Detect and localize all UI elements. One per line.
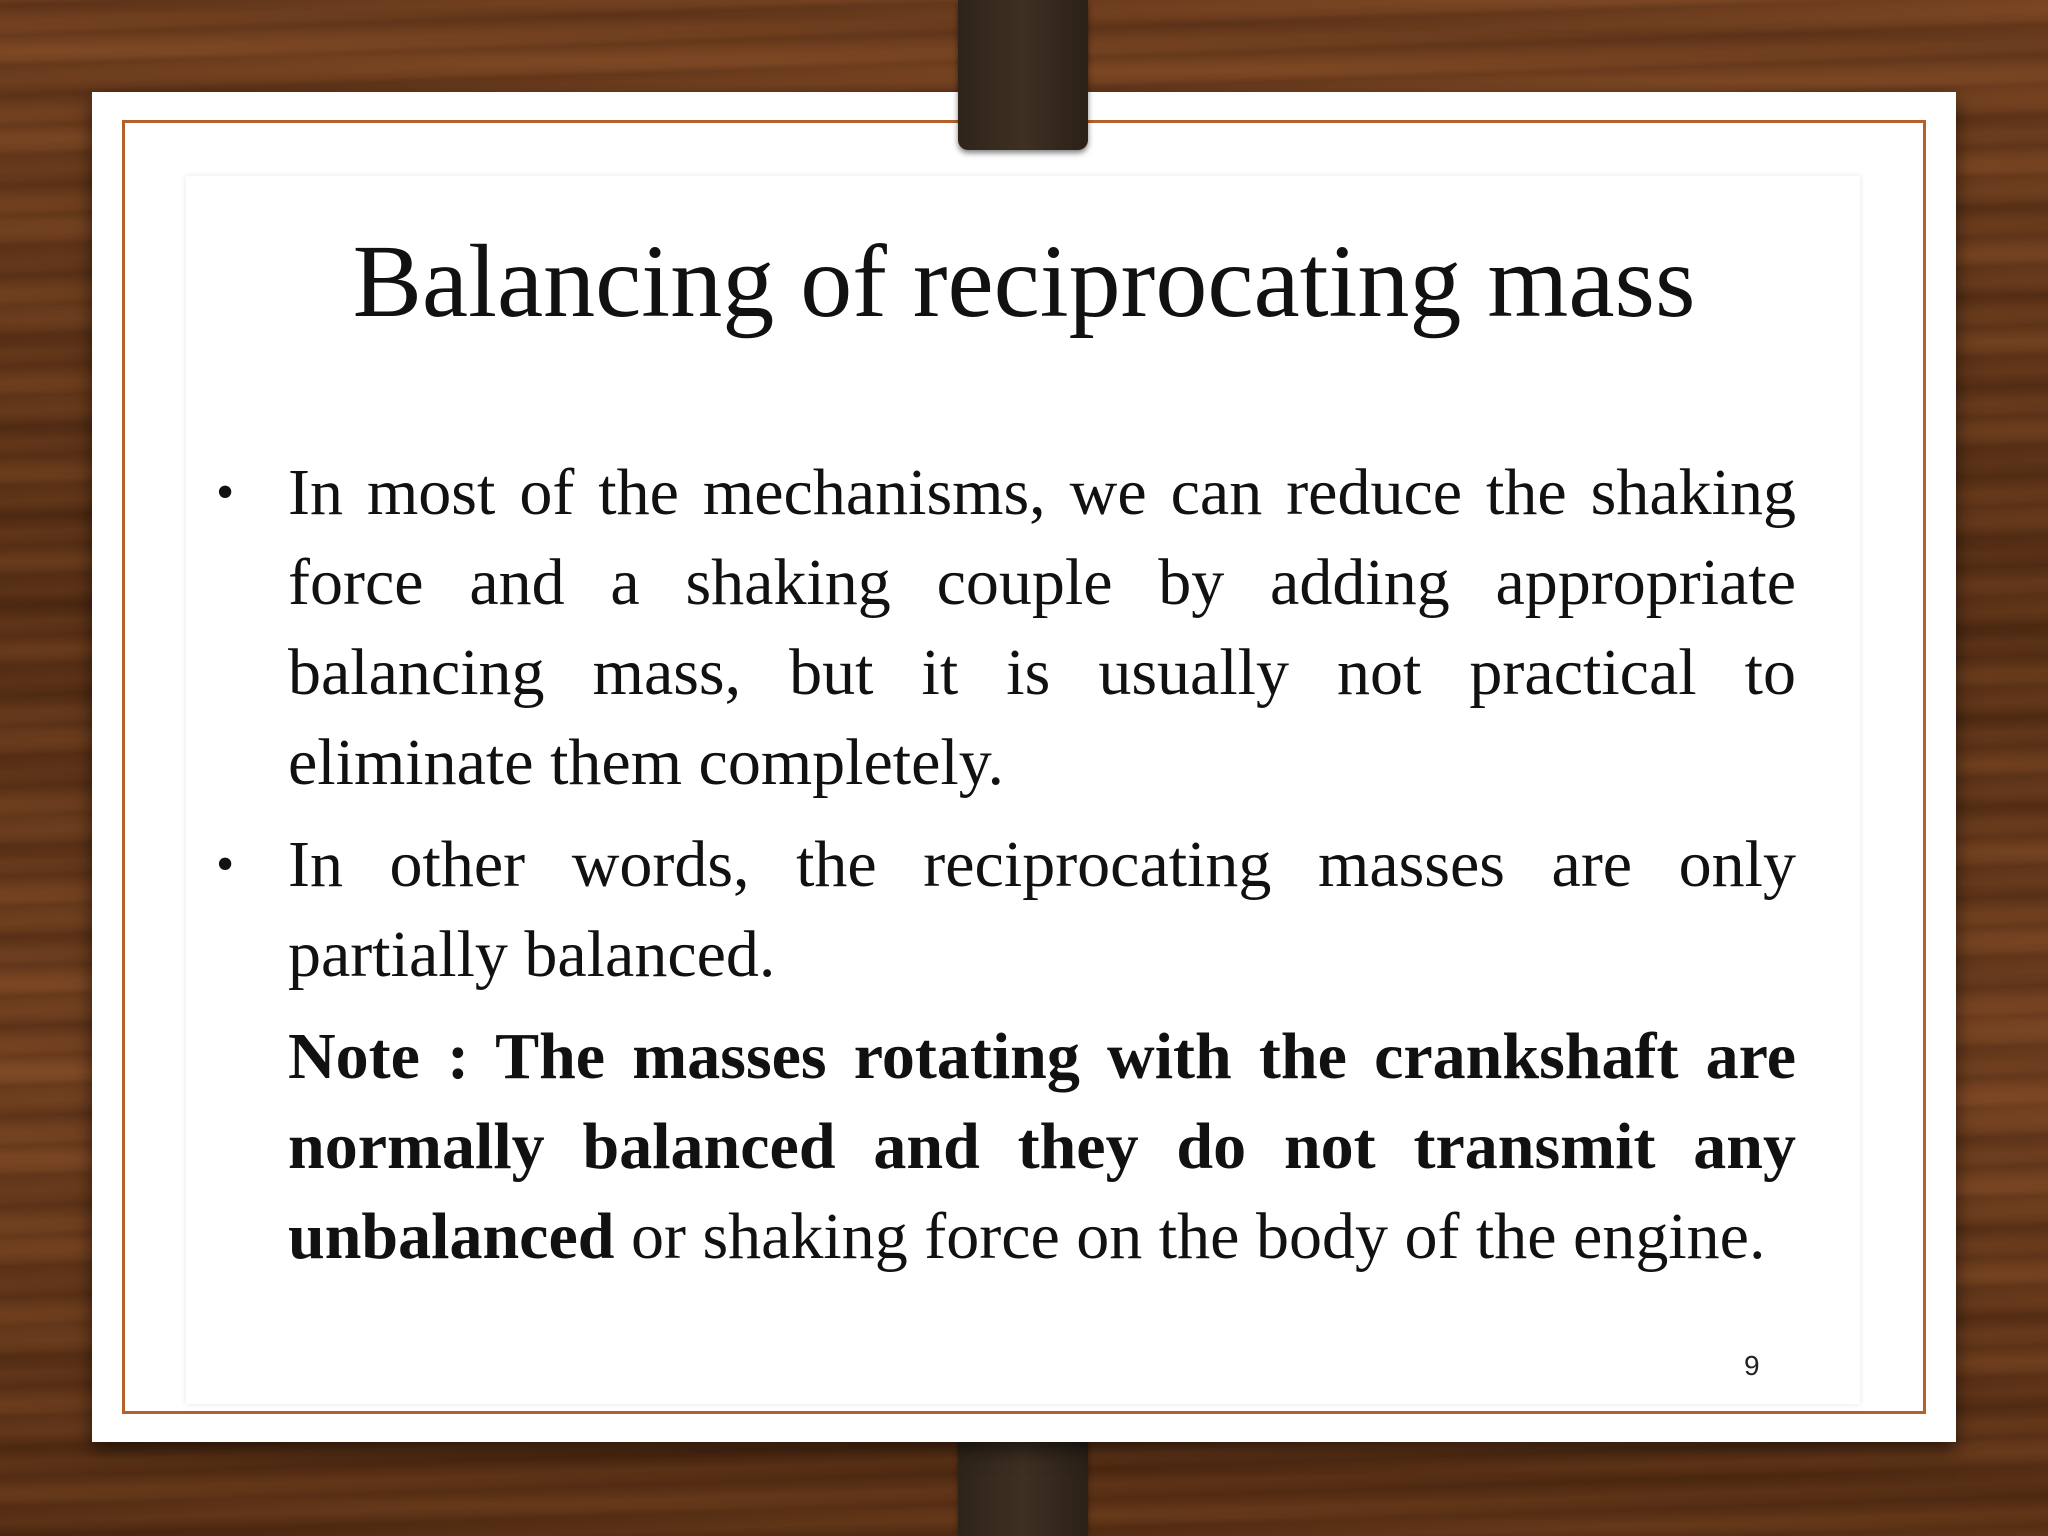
bullet-text: In most of the mechanisms, we can reduce the shaking force and a shaking couple by adding appropriate balancing mass, but it is usually not practical to eliminate them completely. — [288, 456, 1796, 799]
bullet-item — [216, 820, 1796, 1000]
slide-title: Balancing of reciprocating mass — [352, 224, 1696, 339]
page-number: 9 — [1744, 1350, 1760, 1381]
note-regular-text: or shaking force on the body of the engine. — [614, 1200, 1766, 1273]
strap-top — [958, 0, 1088, 150]
bullet-text: In other words, the reciprocating masses are only partially balanced. — [288, 828, 1796, 991]
bullet-dot: • — [216, 836, 235, 893]
slide-content — [216, 448, 1796, 1282]
bullet-dot: • — [216, 464, 235, 521]
note-paragraph — [288, 1012, 1796, 1282]
note-bold-text: Note : The masses rotating with the crankshaft are normally balanced and they do not transmit any unbalanced — [288, 1020, 1796, 1273]
bullet-item — [216, 448, 1796, 808]
